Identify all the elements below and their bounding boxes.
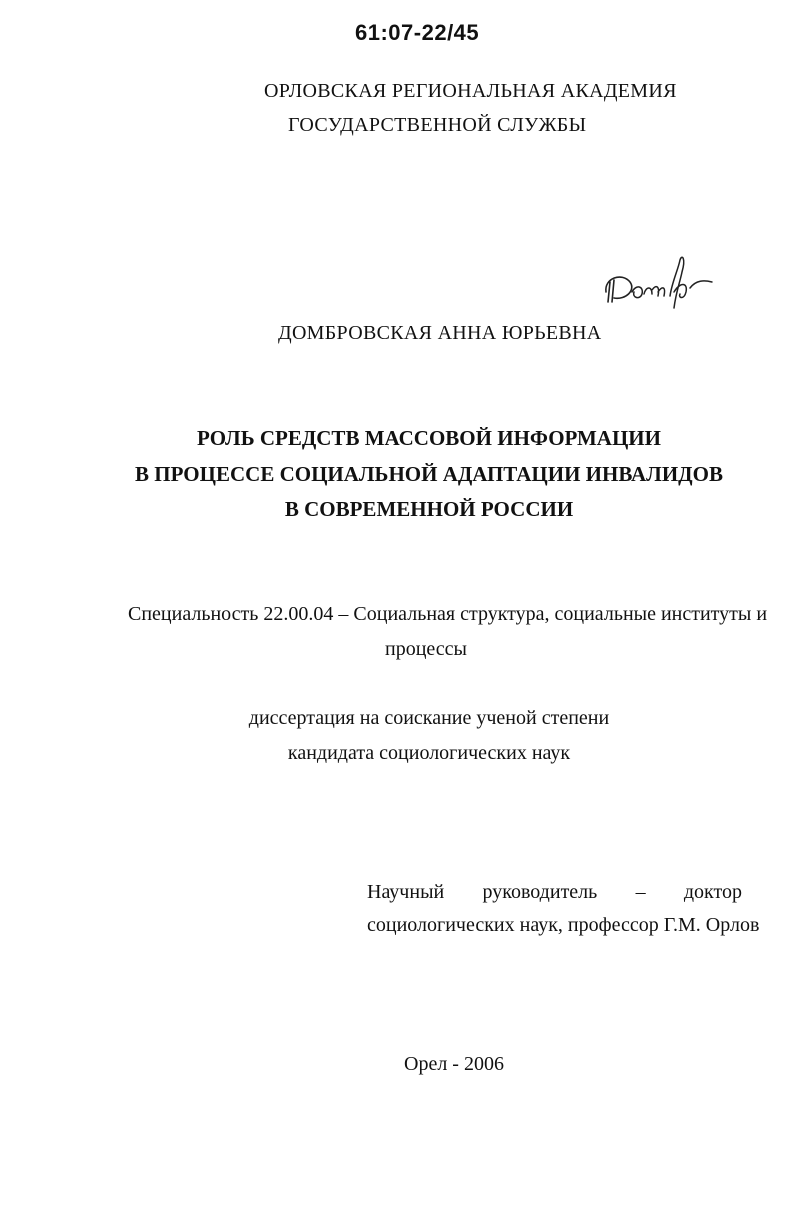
specialty-line-1: Специальность 22.00.04 – Социальная структура, социальные институты и — [128, 603, 768, 625]
specialty-line-2: процессы — [385, 638, 467, 660]
title-line-3: В СОВРЕМЕННОЙ РОССИИ — [284, 497, 574, 521]
city-year: Орел - 2006 — [404, 1053, 504, 1075]
supervisor-line-1 — [367, 881, 742, 904]
institution-line-2: ГОСУДАРСТВЕННОЙ СЛУЖБЫ — [288, 114, 587, 136]
supervisor-word-2: руководитель — [482, 881, 598, 903]
supervisor-word-4: доктор — [683, 881, 742, 903]
title-line-1: РОЛЬ СРЕДСТВ МАССОВОЙ ИНФОРМАЦИИ — [197, 426, 661, 450]
supervisor-word-3: – — [635, 881, 646, 903]
dissertation-line-2: кандидата социологических наук — [287, 742, 571, 764]
archive-stamp-number: 61:07-22/45 — [355, 20, 480, 45]
institution-line-1: ОРЛОВСКАЯ РЕГИОНАЛЬНАЯ АКАДЕМИЯ — [264, 80, 677, 102]
supervisor-word-1: Научный — [367, 881, 445, 903]
author-name: ДОМБРОВСКАЯ АННА ЮРЬЕВНА — [278, 322, 602, 344]
handwritten-signature — [600, 252, 720, 322]
supervisor-line-2: социологических наук, профессор Г.М. Орлов — [367, 914, 760, 936]
title-line-2: В ПРОЦЕССЕ СОЦИАЛЬНОЙ АДАПТАЦИИ ИНВАЛИДОВ — [135, 462, 723, 486]
dissertation-line-1: диссертация на соискание ученой степени — [248, 707, 610, 729]
